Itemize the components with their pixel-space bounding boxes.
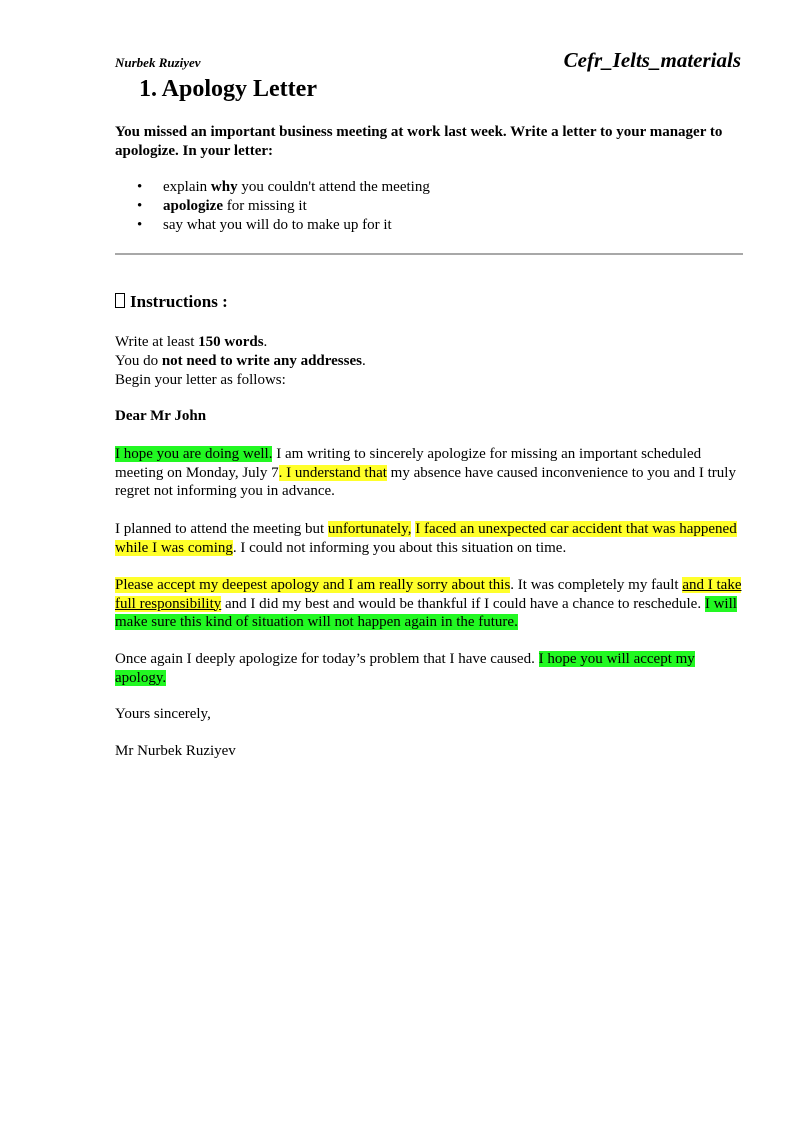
letter-paragraph-4: Once again I deeply apologize for today’s problem that I have caused. I hope you will accept my apology. [115,651,695,686]
task-bullet-list [115,178,430,235]
bullet-item: • explain why you couldn't attend the meeting [115,178,430,197]
page-header [115,48,743,78]
bullet-item: • say what you will do to make up for it [115,216,430,235]
instructions-heading: Instructions : [115,292,228,312]
letter-paragraph-2: I planned to attend the meeting but unfortunately, I faced an unexpected car accident that was happened while I was coming. I could not informing you about this situation on time. [115,521,737,556]
yellow-underlined-highlight: and I take full responsibility [115,577,742,612]
page-title: 1. Apology Letter [139,76,317,102]
yellow-highlight: unfortunately, [327,521,412,537]
yellow-highlight: I faced an unexpected car accident that was happened while I was coming [115,521,737,556]
letter-paragraph-3: Please accept my deepest apology and I am really sorry about this. It was completely my fault and I take full responsibility and I did my best and would be thankful if I could have a chance to reschedule. I will make sure this kind of situation will not happen again in the future. [115,577,742,631]
brand-name: Cefr_Ielts_materials [563,48,741,72]
horizontal-divider [115,253,743,255]
task-prompt: You missed an important business meeting at work last week. Write a letter to your manager to apologize. In your letter: [115,124,723,159]
yellow-highlight: . I understand that [278,464,387,481]
instruction-line: Write at least 150 words. [115,334,268,350]
letter-signature: Mr Nurbek Ruziyev [115,743,236,759]
letter-paragraph-1: I hope you are doing well. I am writing to sincerely apologize for missing an important scheduled meeting on Monday, July 7. I understand that my absence have caused inconvenience to you and I truly regret not informing you in advance. [115,446,736,500]
instruction-line: You do not need to write any addresses. [115,353,366,369]
green-highlight: I hope you will accept my apology. [115,651,695,686]
instructions-text [115,333,366,390]
author-name: Nurbek Ruziyev [115,55,201,70]
green-highlight: I hope you are doing well. [115,446,273,462]
missing-glyph-icon [115,293,125,308]
bullet-item: • apologize for missing it [115,197,430,216]
yellow-highlight: Please accept my deepest apology and I am really sorry about this [115,577,511,593]
instruction-line: Begin your letter as follows: [115,372,286,388]
letter-closing: Yours sincerely, [115,706,211,722]
green-highlight: I will make sure this kind of situation will not happen again in the future. [115,595,737,631]
letter-salutation: Dear Mr John [115,408,207,424]
